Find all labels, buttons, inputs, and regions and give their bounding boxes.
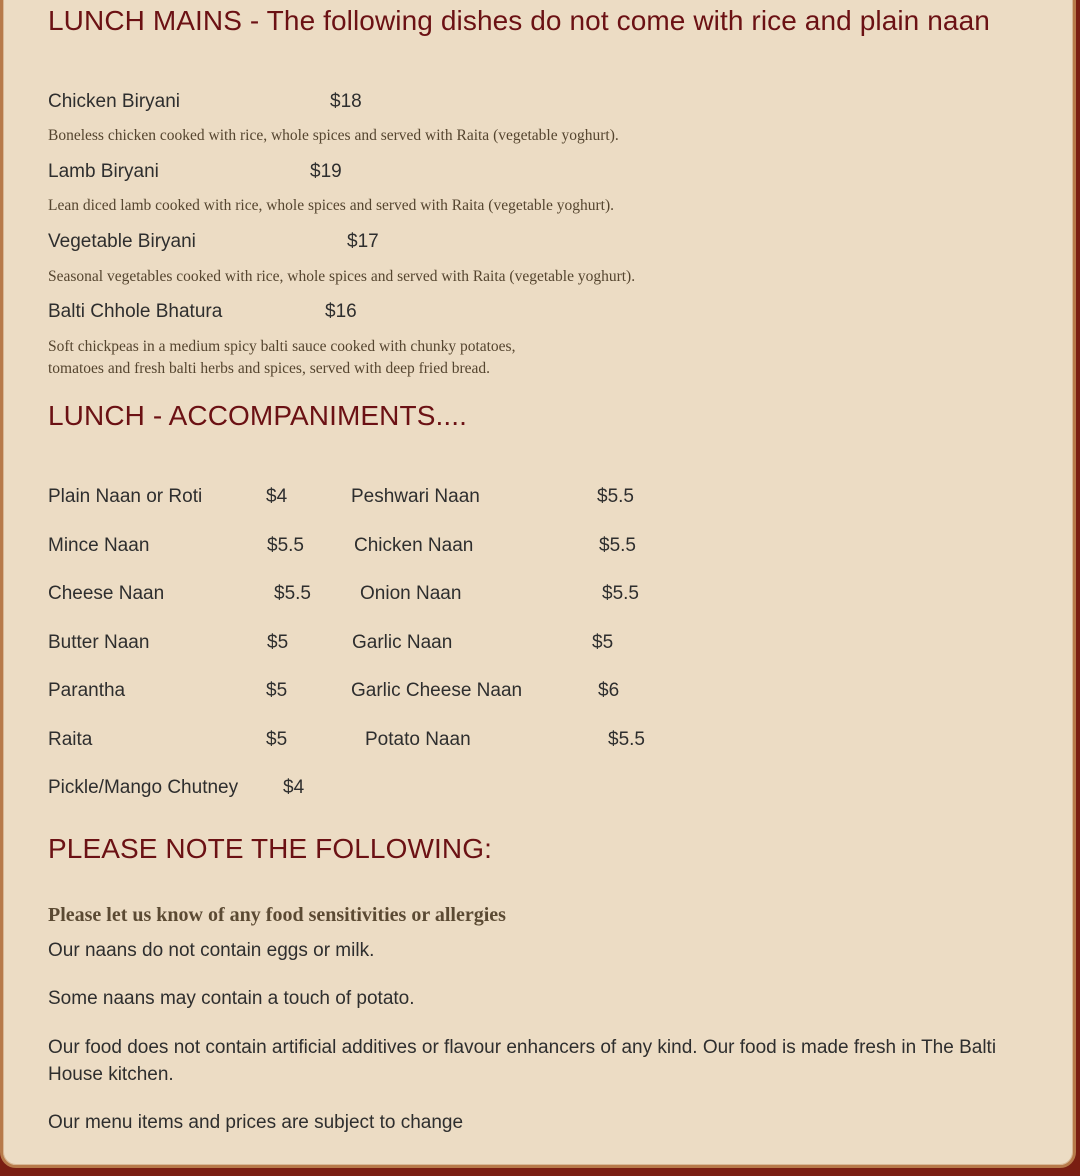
accompaniment-price: $4: [283, 777, 305, 798]
menu-item-description: Lean diced lamb cooked with rice, whole spices and served with Raita (vegetable yoghurt).: [48, 197, 614, 214]
accompaniment-price: $5.5: [267, 535, 304, 556]
accompaniment-price: $5.5: [608, 729, 645, 750]
accompaniment-price: $5.5: [602, 583, 639, 604]
accompaniment-price: $5: [266, 729, 288, 750]
note-line: Our naans do not contain eggs or milk.: [48, 940, 375, 961]
accompaniment-name: Parantha: [48, 680, 126, 701]
note-line: Our menu items and prices are subject to change: [48, 1112, 464, 1133]
accompaniment-name: Raita: [48, 729, 93, 750]
accompaniment-price: $5.5: [599, 535, 636, 556]
accompaniment-name: Onion Naan: [360, 583, 462, 604]
note-line: Our food does not contain artificial additives or flavour enhancers of any kind. Our food is made fresh in The Balti House kitchen.: [48, 1037, 997, 1085]
accompaniment-price: $6: [598, 680, 620, 701]
mains-heading: LUNCH MAINS - The following dishes do not come with rice and plain naan: [48, 5, 990, 36]
accompaniment-price: $4: [266, 486, 288, 507]
accompaniment-price: $5: [266, 680, 288, 701]
menu-item-description: tomatoes and fresh balti herbs and spices, served with deep fried bread.: [48, 360, 491, 377]
menu-item-name: Vegetable Biryani: [48, 231, 196, 252]
accompaniment-price: $5.5: [274, 583, 311, 604]
accompaniment-name: Garlic Naan: [352, 632, 453, 653]
accompaniment-name: Garlic Cheese Naan: [351, 680, 523, 701]
accompaniment-name: Mince Naan: [48, 535, 150, 556]
accompaniment-name: Plain Naan or Roti: [48, 486, 203, 507]
menu-item-description: Boneless chicken cooked with rice, whole spices and served with Raita (vegetable yoghurt).: [48, 127, 619, 144]
accompaniment-price: $5: [267, 632, 289, 653]
accompaniments-heading: LUNCH - ACCOMPANIMENTS....: [48, 400, 468, 431]
accompaniment-name: Potato Naan: [365, 729, 471, 750]
accompaniment-name: Peshwari Naan: [351, 486, 480, 507]
menu-item-description: Soft chickpeas in a medium spicy balti sauce cooked with chunky potatoes,: [48, 338, 516, 355]
allergy-notice: Please let us know of any food sensitivities or allergies: [48, 904, 506, 926]
accompaniment-price: $5.5: [597, 486, 634, 507]
menu-item-price: $19: [310, 161, 342, 182]
accompaniment-name: Butter Naan: [48, 632, 150, 653]
accompaniment-name: Pickle/Mango Chutney: [48, 777, 239, 798]
menu-item-price: $16: [325, 301, 357, 322]
menu-item-description: Seasonal vegetables cooked with rice, whole spices and served with Raita (vegetable yoghurt).: [48, 268, 636, 285]
accompaniment-name: Chicken Naan: [354, 535, 474, 556]
menu-item-price: $18: [330, 91, 362, 112]
menu-item-name: Lamb Biryani: [48, 161, 159, 182]
menu-item-name: Balti Chhole Bhatura: [48, 301, 223, 322]
note-line: Some naans may contain a touch of potato.: [48, 988, 415, 1009]
menu-item-name: Chicken Biryani: [48, 91, 180, 112]
notes-heading: PLEASE NOTE THE FOLLOWING:: [48, 833, 492, 864]
accompaniment-price: $5: [592, 632, 614, 653]
menu-item-price: $17: [347, 231, 379, 252]
accompaniment-name: Cheese Naan: [48, 583, 165, 604]
